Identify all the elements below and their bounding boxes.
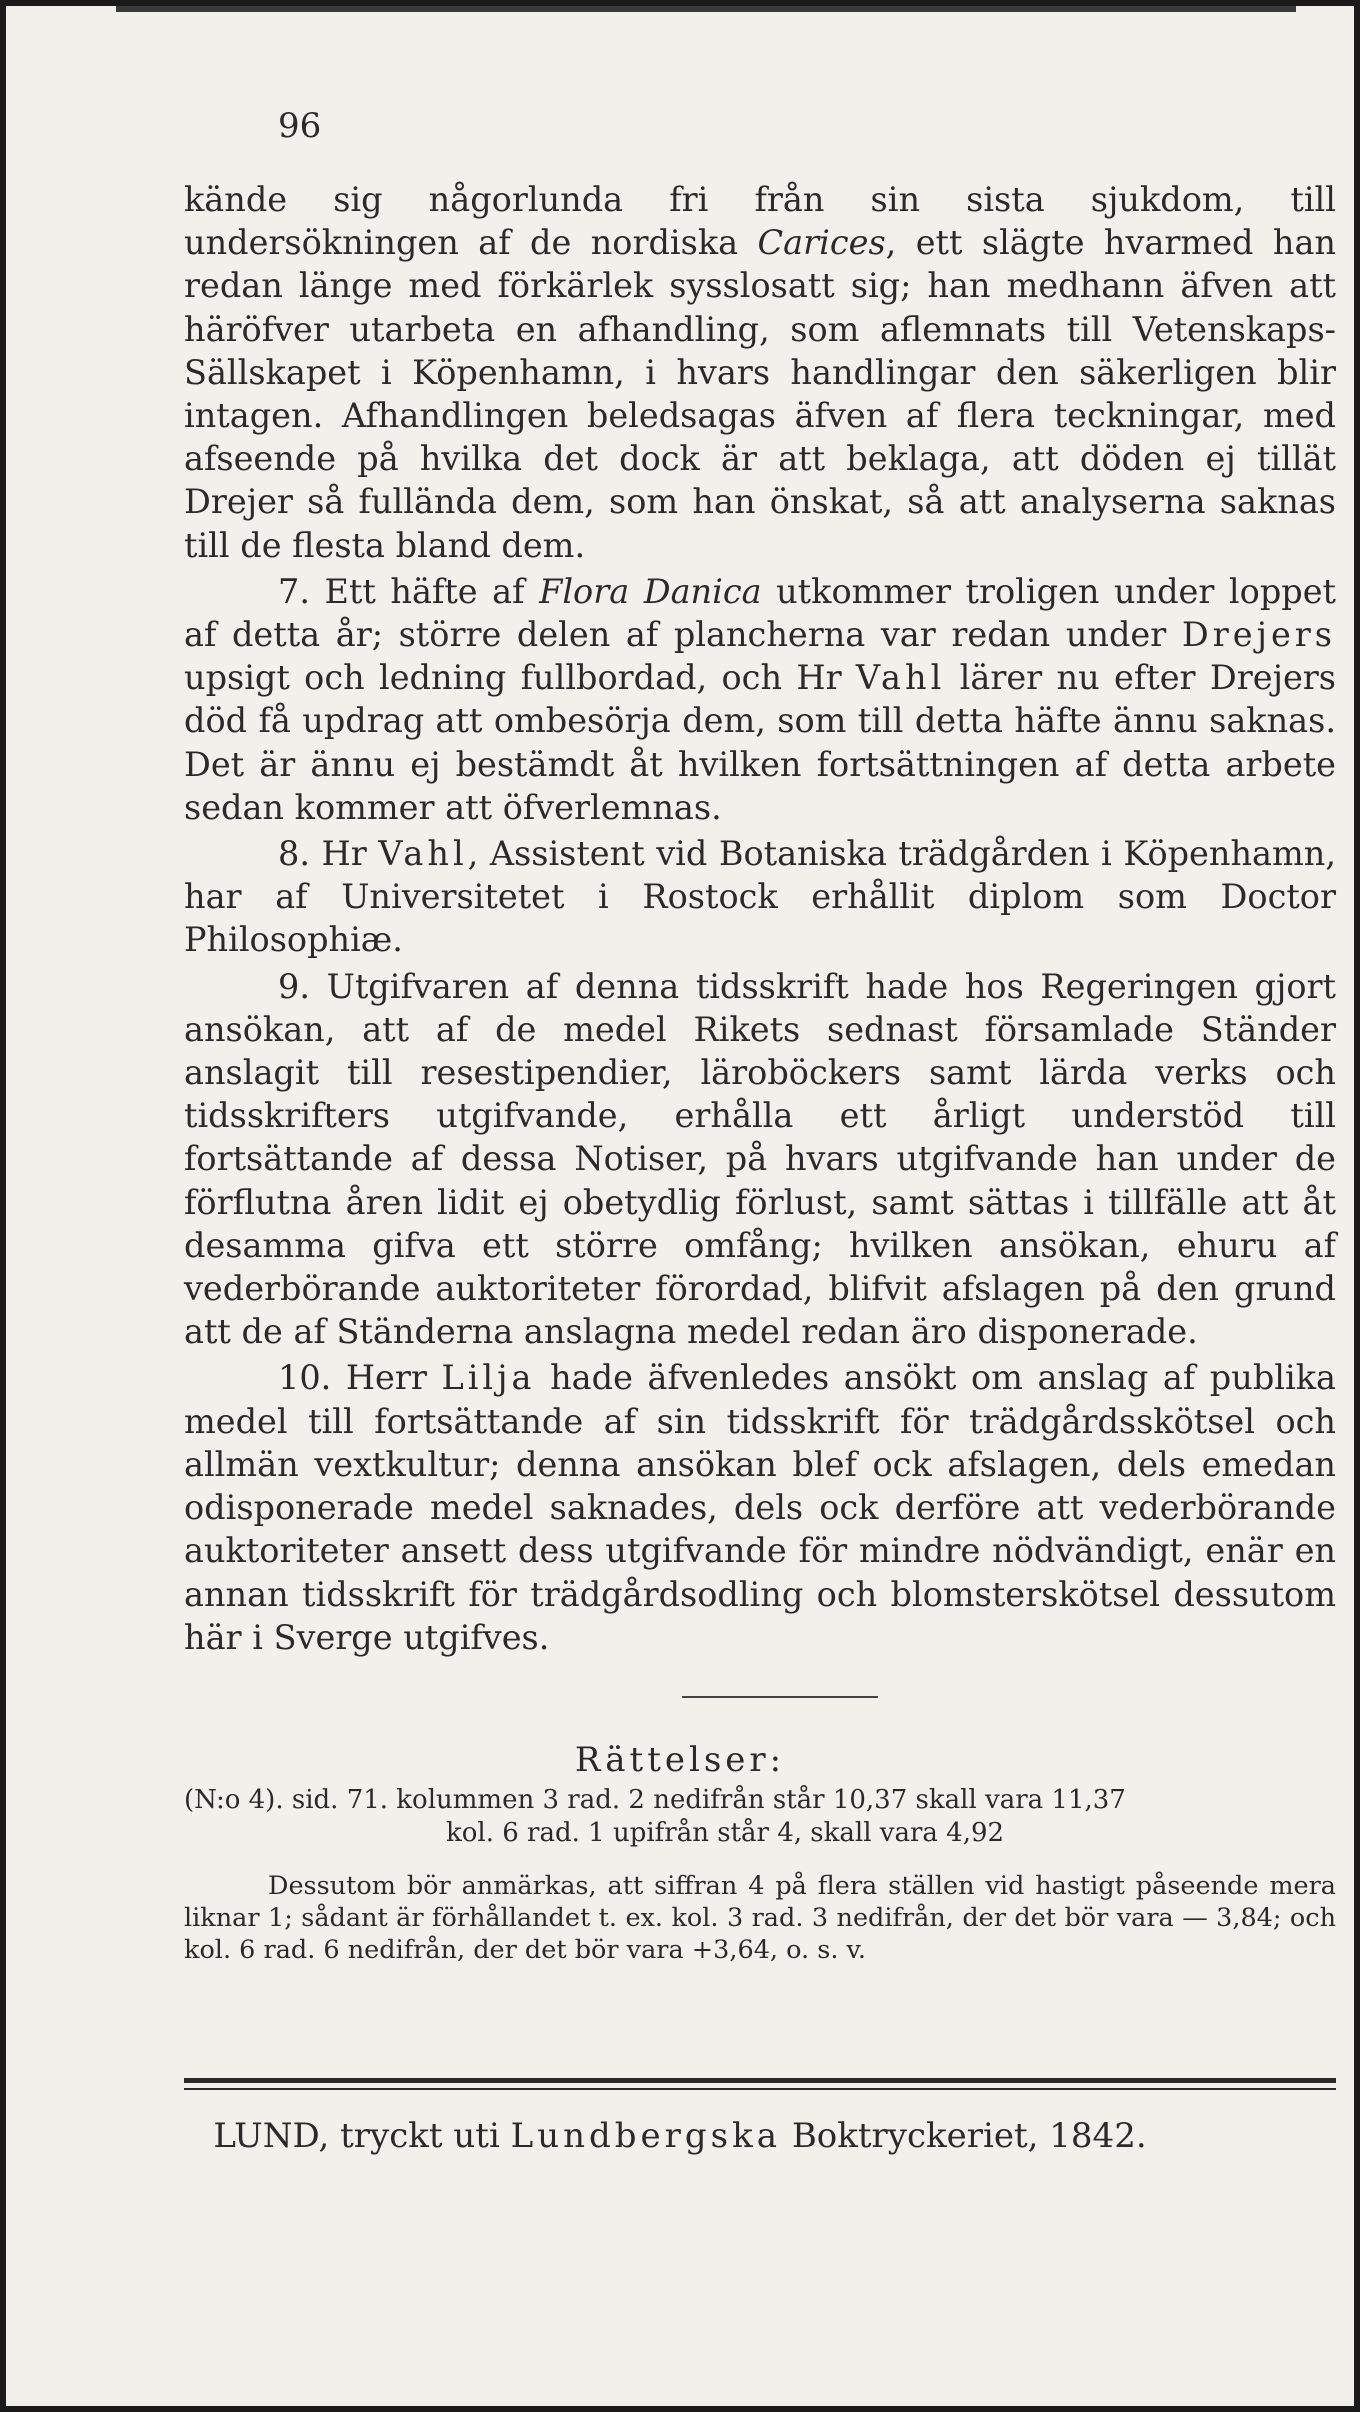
paragraph-text: utkommer troligen under loppet af detta år; större delen af plancherna var redan under	[184, 571, 1336, 655]
paragraph-continuation	[184, 178, 1336, 567]
footer-thin-rule	[184, 2088, 1336, 2090]
paragraph-text: upsigt och ledning fullbordad, och Hr	[184, 658, 856, 698]
paragraph-7	[184, 570, 1336, 829]
footer-thick-rule	[184, 2078, 1336, 2083]
errata-line: kol. 6 rad. 1 upifrån står 4, skall vara 4,92	[446, 1818, 1005, 1848]
errata-title: Rättelser:	[574, 1740, 786, 1780]
book-page	[6, 6, 1354, 2406]
errata-block	[184, 1784, 1336, 1966]
top-border-line	[116, 6, 1296, 12]
page-number: 96	[278, 106, 322, 146]
italic-title: Flora Danica	[539, 571, 762, 611]
italic-term: Carices	[757, 223, 886, 263]
errata-note: Dessutom bör anmärkas, att siffran 4 på flera ställen vid hastigt påseende mera liknar 1; sådant är förhållandet t. ex. kol. 3 rad. 3 nedifrån, der det bör vara — 3,84; och kol. 6 rad. 6 nedifrån, der det bör vara +3,64, o. s. v.	[184, 1871, 1336, 1965]
paragraph-text: 10. Herr	[278, 1358, 442, 1398]
spaced-name: Lundbergska	[510, 2116, 782, 2156]
spaced-name: Vahl	[378, 834, 468, 874]
spaced-name: Vahl	[855, 658, 946, 698]
paragraph-text: , Assistent vid Botaniska trädgården i Köpenhamn, har af Universitetet i Rostock erhållit diplom som Doctor Philosophiæ.	[184, 834, 1336, 960]
imprint-text: Boktryckeriet, 1842.	[781, 2116, 1147, 2156]
paragraph-10	[184, 1356, 1336, 1658]
body-text	[184, 178, 1336, 1659]
paragraph-text: kände sig någorlunda fri från sin sista sjukdom, till undersökningen af de nordiska	[184, 180, 1336, 263]
errata-line: (N:o 4). sid. 71. kolummen 3 rad. 2 nedifrån står 10,37 skall vara 11,37	[184, 1785, 1126, 1815]
imprint-text: LUND, tryckt uti	[213, 2116, 511, 2156]
section-divider	[682, 1696, 878, 1698]
printer-imprint	[6, 2116, 1354, 2156]
paragraph-8	[184, 832, 1336, 962]
paragraph-text: , ett slägte hvarmed han redan länge med förkärlek sysslosatt sig; han medhann äfven att häröfver utarbeta en afhandling, som aflemnats till Vetenskaps-Sällskapet i Köpenhamn, i hvars handlingar den säkerligen blir intagen. Afhandlingen beledsagas äfven af flera teckningar, med afseende på hvilka det dock är att beklaga, att döden ej tillät Drejer så fullända dem, som han önskat, så att analyserna saknas till de flesta bland dem.	[184, 223, 1337, 565]
spaced-name: Lilja	[441, 1358, 536, 1398]
paragraph-text: 7. Ett häfte af	[278, 571, 540, 611]
paragraph-text: lärer nu efter Drejers död få updrag att ombesörja dem, som till detta häfte ännu saknas. Det är ännu ej bestämdt åt hvilken fortsättningen af detta arbete sedan kommer att öfverlemnas.	[184, 658, 1336, 827]
spaced-name: Drejers	[1181, 615, 1336, 655]
paragraph-text: 8. Hr	[278, 834, 379, 874]
paragraph-text: hade äfvenledes ansökt om anslag af publika medel till fortsättande af sin tidsskrift för trädgårdsskötsel och allmän vextkultur; denna ansökan blef ock afslagen, dels emedan odisponerade medel saknades, dels ock derföre att vederbörande auktoriteter ansett dess utgifvande för mindre nödvändigt, enär en annan tidsskrift för trädgårdsodling och blomsterskötsel dessutom här i Sverge utgifves.	[184, 1358, 1336, 1657]
paragraph-9: 9. Utgifvaren af denna tidsskrift hade hos Regeringen gjort ansökan, att af de medel Rikets sednast församlade Ständer anslagit till resestipendier, läroböckers samt lärda verks och tidsskrifters utgifvande, erhålla ett årligt understöd till fortsättande af dessa Notiser, på hvars utgifvande han under de förflutna åren lidit ej obetydlig förlust, samt sättas i tillfälle att åt desamma gifva ett större omfång; hvilken ansökan, ehuru af vederbörande auktoriteter förordad, blifvit afslagen på den grund att de af Ständerna anslagna medel redan äro disponerade.	[184, 966, 1336, 1352]
